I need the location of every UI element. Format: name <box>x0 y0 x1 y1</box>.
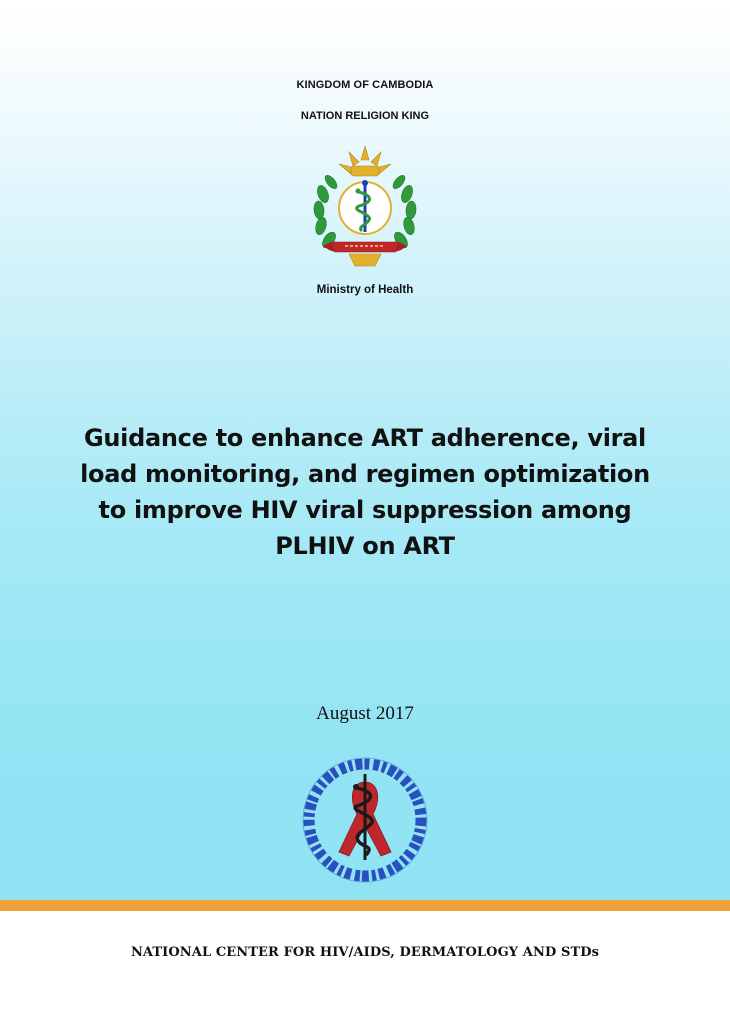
national-motto: NATION RELIGION KING <box>300 110 430 122</box>
document-title <box>40 420 690 564</box>
nchads-logo-icon <box>295 750 435 890</box>
publication-date: August 2017 <box>316 703 414 724</box>
title-line: Guidance to enhance ART adherence, viral <box>84 424 646 452</box>
accent-band <box>0 900 730 911</box>
title-line: load monitoring, and regimen optimization <box>80 460 650 488</box>
ministry-name: Ministry of Health <box>316 284 414 296</box>
title-line: to improve HIV viral suppression among <box>98 496 632 524</box>
ministry-emblem-icon <box>309 142 421 270</box>
title-line: PLHIV on ART <box>275 532 455 560</box>
country-name: KINGDOM OF CAMBODIA <box>296 79 434 91</box>
organization-name: NATIONAL CENTER FOR HIV/AIDS, DERMATOLOGY AND STDs <box>130 945 600 960</box>
